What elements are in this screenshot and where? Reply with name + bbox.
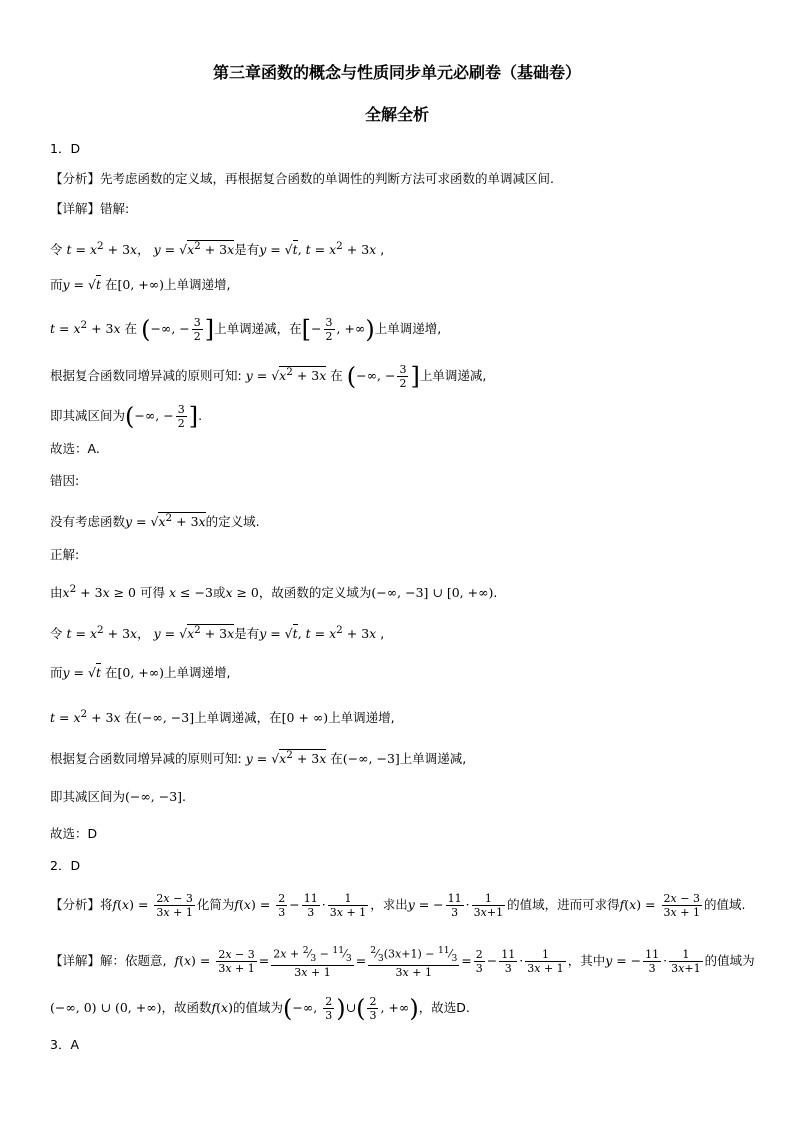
q1-quad-mono: $t = x^2 + 3x$ 在 (−∞, − $\frac{3}{2}$ ]上单调递减，在[− $\frac{3}{2}$ , +∞)上单调递增, [50,315,442,344]
q1-interval: 即其减区间为(−∞, − $\frac{3}{2}$ ]. [50,402,203,431]
q1-rule: 根据复合函数同增异减的原则可知: $y = √x^2 + 3x$ 在 (−∞, − $\frac{3}{2}$ ]上单调递减, [50,362,487,391]
q2-analysis: 【分析】将f(x) = $\frac{2x - 3}{3x + 1}$ 化简为f(x) = $\frac{2}{3}$ − $\frac{11}{3}$ · $\frac{1}{3x + 1}$ ，求出y = − $\frac{11}{3}$ · $\frac{1}{3x+1}$ 的值域，进而可求得f(x) = $\frac{2x - 3}{3x + 1}$ 的值域. [50,892,746,919]
q1-choose-a: 故选：A. [50,441,100,456]
q1-let-line-2: 令 $t = x^2 + 3x$， $y = √x^2 + 3x$是有y = √t, $t = x^2 + 3x$ , [50,624,385,642]
q1-quad-mono-2: $t = x^2 + 3x$ 在(−∞, −3]上单调递减，在[0 + ∞)上单调递增, [50,708,395,726]
q1-number: 1．D [50,141,81,156]
q2-detail: 【详解】解：依题意, f(x) = $\frac{2x - 3}{3x + 1}$ = $\frac{2x + ^2⁄_3 - ^{11}⁄_3}{3x + 1}$ = $\frac{^2⁄_3(3x+1) - ^{11}⁄_3}{3x + 1}$ = $\frac{2}{3}$ − $\frac{11}{3}$ · $\frac{1}{3x + 1}$ ，其中y = − $\frac{11}{3}$ · $\frac{1}{3x+1}$ 的值域为 [50,945,755,979]
q1-interval-2: 即其减区间为(−∞, −3]. [50,789,187,804]
q1-sqrt-inc: 而y = √t 在[0, +∞)上单调递增, [50,277,231,292]
q1-detail-head: 【详解】错解: [50,201,130,216]
page-subtitle: 全解全析 [364,105,429,124]
q1-sqrt-inc-2: 而y = √t 在[0, +∞)上单调递增, [50,665,231,680]
q1-rule-2: 根据复合函数同增异减的原则可知: $y = √x^2 + 3x$ 在(−∞, −3]上单调递减, [50,749,467,767]
q1-choose-d: 故选：D [50,826,98,841]
q2-number: 2．D [50,858,81,873]
q1-no-consider: 没有考虑函数$y = √x^2 + 3x$的定义域. [50,512,260,530]
page-title: 第三章函数的概念与性质同步单元必刷卷（基础卷） [212,63,581,82]
q1-wrong-reason: 错因: [50,473,80,488]
q1-domain: 由$x^2 + 3x \ge 0$ 可得 x ≤ −3或x ≥ 0，故函数的定义域为(−∞, −3] ∪ [0, +∞). [50,583,498,601]
q2-range: (−∞, 0) ∪ (0, +∞)，故函数f(x)的值域为(−∞, $\frac{2}{3}$ )∪( $\frac{2}{3}$ , +∞)，故选D. [50,994,470,1023]
q3-number: 3．A [50,1037,80,1052]
q1-analysis: 【分析】先考虑函数的定义域，再根据复合函数的单调性的判断方法可求函数的单调减区间. [50,171,554,186]
q1-correct: 正解: [50,547,80,562]
q1-let-line: 令 $t = x^2 + 3x$， $y = √x^2 + 3x$是有y = √t, $t = x^2 + 3x$ , [50,240,385,258]
